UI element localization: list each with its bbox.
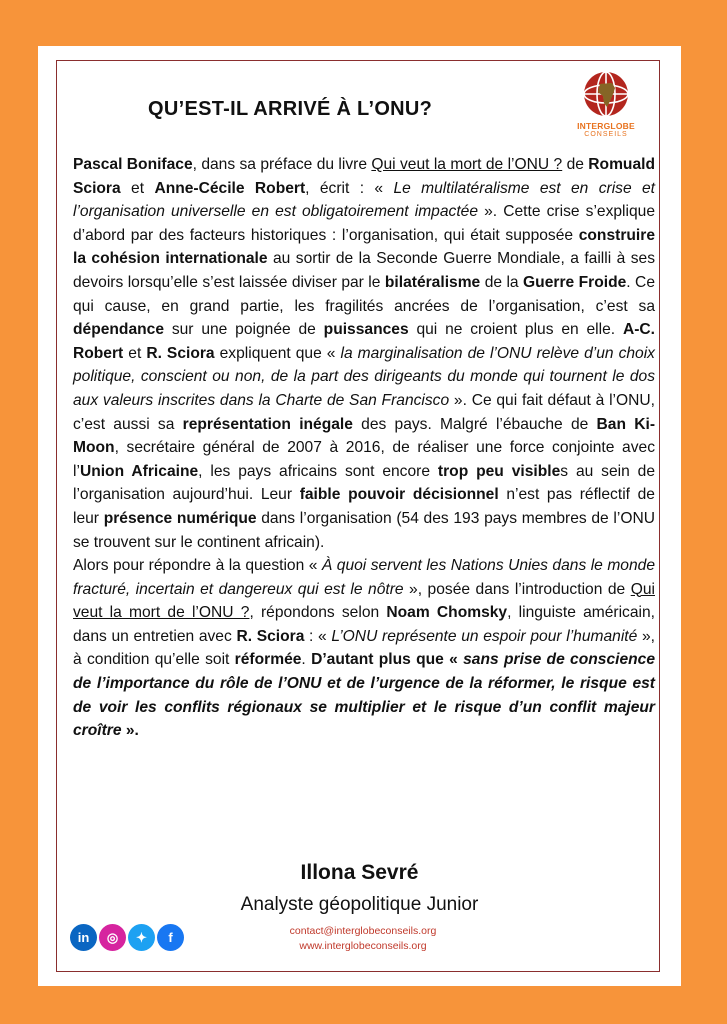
text-run: Alors pour répondre à la question « (73, 557, 322, 575)
contact-block (258, 924, 468, 954)
text-run: réformée (234, 651, 302, 669)
text-run: », posée dans l’introduction de (403, 580, 631, 598)
text-run: expliquent que « (214, 344, 341, 362)
text-run: trop peu visible (437, 462, 561, 480)
text-run: », à condition qu’elle soit (73, 627, 655, 669)
text-run: R. Sciora (236, 627, 305, 645)
text-run: : « (304, 627, 332, 645)
text-run: des pays. Malgré l’ébauche de (352, 415, 597, 433)
text-run: Qui veut la mort de l’ONU ? (73, 580, 655, 622)
text-run: , répondons selon (249, 604, 387, 622)
text-run: dans l’organisation (54 des 193 pays membres de l’ONU se trouvent sur le continent africain). (73, 509, 655, 551)
text-run: puissances (323, 321, 409, 339)
contact-email[interactable]: contact@interglobeconseils.org (289, 925, 437, 937)
interglobe-logo (574, 70, 638, 139)
text-run: Ban Ki-Moon (73, 415, 656, 457)
text-run: À quoi servent les Nations Unies dans le monde fracturé, incertain et dangereux qui est le nôtre (73, 557, 655, 598)
text-run: sans prise de conscience de l’importance du rôle de l’ONU et de l’urgence de la réformer, le risque est de voir les conflits régionaux se multiplier et le risque d’un conflit majeur croître (73, 651, 655, 740)
text-run: au sortir de la Seconde Guerre Mondiale, a failli à ses devoirs lorsqu’elle s’est laissée diviser par le (73, 250, 655, 291)
text-run: , les pays africains sont encore (198, 462, 438, 480)
text-run: la marginalisation de l’ONU relève d’un choix politique, conscient ou non, de la part des dirigeants du monde qui tournent le dos aux valeurs inscrites dans la Charte de San Francisco (73, 344, 655, 409)
article-body (73, 153, 655, 743)
text-run: et (123, 344, 147, 362)
page-title: QU’EST-IL ARRIVÉ À L’ONU? (148, 98, 433, 120)
text-run: ». (121, 722, 139, 740)
text-run: R. Sciora (146, 344, 215, 362)
text-run: Romuald Sciora (73, 156, 655, 197)
text-run: ». Ce qui fait défaut à l’ONU, c’est aussi sa (73, 391, 655, 433)
twitter-icon[interactable]: ✦ (128, 924, 155, 951)
text-run: A-C. Robert (73, 321, 656, 362)
text-run: Pascal Boniface (73, 156, 193, 173)
text-run: bilatéralisme (384, 273, 481, 291)
text-run: Union Africaine (79, 462, 199, 480)
text-run: , secrétaire général de 2007 à 2016, de réaliser une force conjointe avec l’ (73, 439, 655, 480)
linkedin-icon[interactable]: in (70, 924, 97, 951)
text-run: ». Cette crise s’explique d’abord par des facteurs historiques : l’organisation, qui était supposée (73, 203, 655, 244)
text-run: Anne-Cécile Robert (154, 179, 306, 197)
text-run: dépendance (73, 321, 164, 339)
text-run: , dans sa préface du livre (192, 156, 372, 173)
text-run: faible pouvoir décisionnel (299, 486, 499, 504)
text-run: Qui veut la mort de l’ONU ? (371, 156, 563, 173)
text-run: Noam Chomsky (386, 604, 508, 622)
text-run: de (562, 156, 589, 173)
article-paragraph (73, 153, 655, 554)
text-run: . Ce qui cause, en grand partie, les fragilités ancrées de l’organisation, c’est sa (73, 273, 655, 315)
document-page (38, 46, 681, 986)
instagram-icon[interactable]: ◎ (99, 924, 126, 951)
text-run: Guerre Froide (523, 273, 627, 291)
text-run: , linguiste américain, dans un entretien avec (73, 604, 655, 645)
logo-name: INTERGLOBE (577, 121, 635, 131)
text-run: , écrit : « (305, 179, 394, 197)
text-run: D’autant plus que « (311, 651, 464, 669)
globe-logo-icon (582, 70, 630, 118)
text-run: de la (480, 273, 524, 291)
author-name: Illona Sevré (300, 861, 419, 884)
text-run: construire la cohésion internationale (73, 226, 655, 268)
logo-subtitle: CONSEILS (584, 131, 628, 138)
social-links (70, 924, 184, 951)
text-run: L’ONU représente un espoir pour l’humanité (331, 627, 638, 645)
text-run: représentation inégale (182, 415, 353, 433)
text-run: n’est pas réflectif de leur (73, 486, 655, 527)
article-paragraph (73, 554, 655, 743)
text-run: sur une poignée de (164, 321, 324, 339)
facebook-icon[interactable]: f (157, 924, 184, 951)
text-run: Le multilatéralisme est en crise et l’organisation universelle en est obligatoirement impactée (73, 179, 656, 221)
text-run: s au sein de l’organisation aujourd’hui. Leur (73, 462, 656, 504)
text-run: . (301, 651, 312, 669)
contact-website[interactable]: www.interglobeconseils.org (299, 940, 427, 952)
text-run: et (120, 179, 155, 197)
text-run: présence numérique (103, 509, 257, 527)
text-run: qui ne croient plus en elle. (408, 321, 623, 339)
author-role: Analyste géopolitique Junior (240, 894, 479, 915)
